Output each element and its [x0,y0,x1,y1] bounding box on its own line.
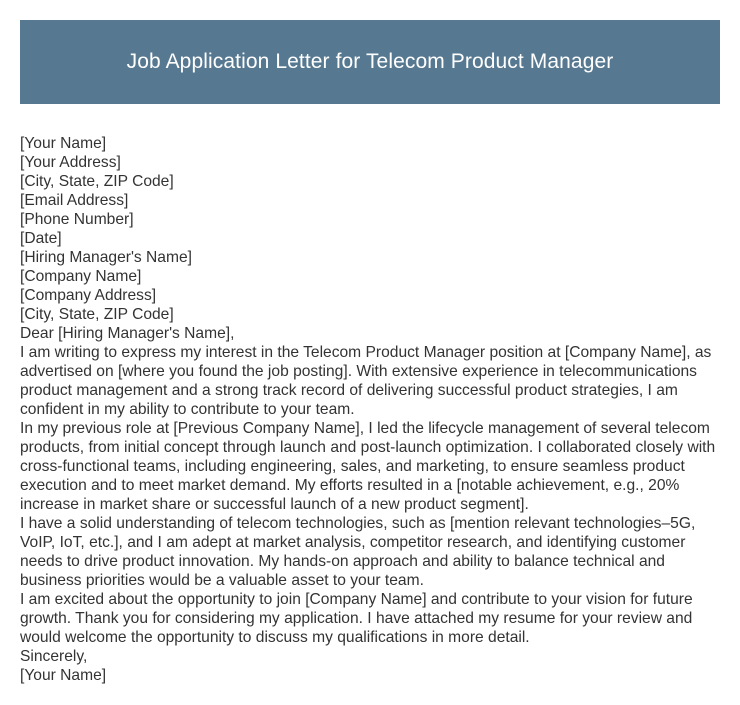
signature: [Your Name] [20,667,107,684]
sender-phone: [Phone Number] [20,211,134,228]
sender-city-state-zip: [City, State, ZIP Code] [20,173,174,190]
sender-name: [Your Name] [20,135,107,152]
letter-date: [Date] [20,230,62,247]
body-paragraph-experience: In my previous role at [Previous Company Name], I led the lifecycle management of several telecom products, from initial concept through launch and post-launch optimization. I collaborated closely with cross-functional teams, including engineering, sales, and marketing, to ensure seamless product execution and to meet market demand. My efforts resulted in a [notable achievement, e.g., 20% increase in market share or successful launch of a new product segment]. [20,420,716,513]
recipient-company-address: [Company Address] [20,287,157,304]
sender-email: [Email Address] [20,192,129,209]
recipient-company-name: [Company Name] [20,268,142,285]
body-paragraph-closing: I am excited about the opportunity to join [Company Name] and contribute to your vision for future growth. Thank you for considering my application. I have attached my resume for your review and would welcome the opportunity to discuss my qualifications in more detail. [20,591,693,646]
salutation: Dear [Hiring Manager's Name], [20,325,235,342]
recipient-hiring-manager: [Hiring Manager's Name] [20,249,192,266]
letter-body [20,134,720,685]
sender-address: [Your Address] [20,154,121,171]
body-paragraph-skills: I have a solid understanding of telecom technologies, such as [mention relevant technologies–5G, VoIP, IoT, etc.], and I am adept at market analysis, competitor research, and identifying customer needs to drive product innovation. My hands-on approach and ability to balance technical and business priorities would be a valuable asset to your team. [20,515,696,589]
closing: Sincerely, [20,648,88,665]
page-title: Job Application Letter for Telecom Product Manager [126,50,614,73]
recipient-city-state-zip: [City, State, ZIP Code] [20,306,174,323]
letter-header-banner [20,20,720,104]
body-paragraph-intro: I am writing to express my interest in the Telecom Product Manager position at [Company Name], as advertised on [where you found the job posting]. With extensive experience in telecommunications product management and a strong track record of delivering successful product strategies, I am confident in my ability to contribute to your team. [20,344,712,418]
